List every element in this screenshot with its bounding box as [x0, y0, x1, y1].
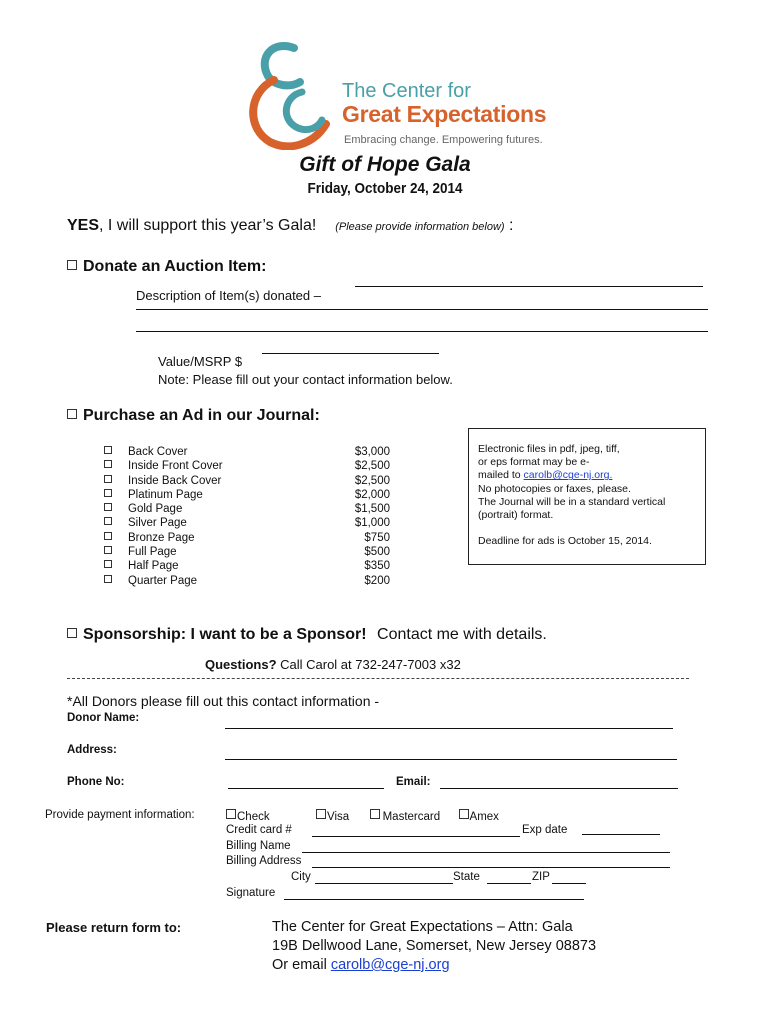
- email-field[interactable]: [440, 788, 678, 789]
- return-address: [272, 918, 596, 975]
- phone-label: Phone No:: [67, 776, 125, 788]
- description-field[interactable]: [355, 286, 703, 287]
- ad-options: [104, 445, 223, 588]
- ad-option: [104, 488, 223, 502]
- sponsorship-section: [67, 626, 547, 644]
- ad-option: [104, 474, 223, 488]
- description-field-2[interactable]: [136, 309, 708, 310]
- return-line2: 19B Dellwood Lane, Somerset, New Jersey 08873: [272, 938, 597, 954]
- billing-name-field[interactable]: [302, 852, 670, 853]
- address-field[interactable]: [225, 759, 677, 760]
- value-label: Value/MSRP $: [158, 354, 243, 369]
- ad-option-label: Back Cover: [128, 446, 188, 458]
- ad-heading: Purchase an Ad in our Journal:: [83, 407, 320, 424]
- amex-checkbox[interactable]: [459, 809, 469, 819]
- ad-option: [104, 445, 223, 459]
- ad-option-price: $500: [364, 546, 390, 559]
- ad-option-price: $2,500: [354, 460, 390, 473]
- event-title: Gift of Hope Gala: [299, 153, 471, 176]
- billing-address-label: Billing Address: [226, 855, 302, 867]
- ad-option-price: $750: [364, 531, 390, 544]
- logo-tagline: Embracing change. Empowering futures.: [344, 134, 543, 146]
- ad-option: [104, 545, 223, 559]
- zip-field[interactable]: [552, 883, 586, 884]
- ad-option-price: $3,000: [354, 446, 390, 458]
- ad-option-label: Inside Front Cover: [128, 460, 223, 473]
- payment-options: [226, 809, 499, 823]
- ad-info-box: [468, 428, 706, 565]
- sponsorship-heading: Sponsorship: I want to be a Sponsor!: [83, 626, 367, 643]
- logo-teal-c2: [286, 92, 322, 130]
- yes-label: YES: [67, 217, 100, 234]
- exp-date-field[interactable]: [582, 834, 660, 835]
- ad-option-checkbox[interactable]: [104, 489, 112, 497]
- ad-option-label: Quarter Page: [128, 574, 198, 587]
- info-line: or eps format may be e-: [478, 456, 590, 469]
- return-line3: [272, 956, 596, 975]
- ad-option-checkbox[interactable]: [104, 475, 112, 483]
- ad-option: [104, 516, 223, 530]
- ad-option-price: $2,000: [354, 488, 390, 501]
- ad-section: [67, 407, 320, 425]
- mastercard-checkbox[interactable]: [370, 809, 380, 819]
- logo-line2: Great Expectations: [342, 101, 547, 127]
- zip-label: ZIP: [532, 871, 550, 883]
- city-field[interactable]: [315, 883, 453, 884]
- auction-checkbox[interactable]: [67, 260, 77, 270]
- amex-label: Amex: [469, 811, 499, 823]
- state-label: State: [453, 871, 480, 883]
- ad-option-label: Gold Page: [128, 503, 183, 516]
- state-field[interactable]: [487, 883, 531, 884]
- ad-option-checkbox[interactable]: [104, 460, 112, 468]
- value-field[interactable]: [262, 353, 439, 354]
- donor-name-field[interactable]: [225, 728, 673, 729]
- ad-option-label: Silver Page: [128, 517, 187, 530]
- ad-deadline: Deadline for ads is October 15, 2014.: [478, 535, 652, 548]
- ad-option-checkbox[interactable]: [104, 532, 112, 540]
- phone-field[interactable]: [228, 788, 384, 789]
- credit-card-label: Credit card #: [226, 824, 292, 836]
- signature-field[interactable]: [284, 899, 584, 900]
- email-label: Email:: [396, 776, 431, 788]
- ad-option-checkbox[interactable]: [104, 560, 112, 568]
- description-field-3[interactable]: [136, 331, 708, 332]
- info-line: No photocopies or faxes, please.: [478, 482, 631, 495]
- ad-prices: [330, 445, 390, 588]
- contact-intro: *All Donors please fill out this contact information -: [67, 693, 380, 709]
- ad-option: [104, 574, 223, 588]
- mastercard-label: Mastercard: [382, 811, 441, 823]
- logo-line1: The Center for: [342, 80, 471, 102]
- auction-heading: Donate an Auction Item:: [83, 258, 267, 275]
- ad-option-price: $1,000: [354, 517, 390, 530]
- ad-option-checkbox[interactable]: [104, 446, 112, 454]
- check-label: Check: [237, 811, 270, 823]
- ad-option-price: $200: [364, 574, 390, 587]
- sponsorship-contact: Contact me with details.: [377, 626, 547, 643]
- visa-checkbox[interactable]: [316, 809, 326, 819]
- ad-option: [104, 502, 223, 516]
- ad-option: [104, 559, 223, 573]
- ad-option-label: Platinum Page: [128, 488, 203, 501]
- info-line: Electronic files in pdf, jpeg, tiff,: [478, 443, 620, 455]
- payment-label: Provide payment information:: [45, 809, 195, 821]
- ad-option-checkbox[interactable]: [104, 575, 112, 583]
- ad-option: [104, 531, 223, 545]
- return-email-link[interactable]: carolb@cge-nj.org: [330, 957, 450, 973]
- ad-option-label: Half Page: [128, 560, 179, 573]
- info-line: [478, 469, 697, 482]
- ad-option: [104, 459, 223, 473]
- city-label: City: [291, 871, 311, 883]
- return-label: Please return form to:: [46, 920, 182, 935]
- divider: [67, 678, 689, 679]
- event-date: Friday, October 24, 2014: [307, 180, 463, 197]
- ad-option-label: Full Page: [128, 546, 177, 559]
- credit-card-field[interactable]: [312, 836, 520, 837]
- billing-address-field[interactable]: [312, 867, 670, 868]
- questions-label: Questions?: [205, 657, 277, 672]
- questions-text: Call Carol at 732-247-7003 x32: [276, 657, 461, 672]
- ad-option-price: $1,500: [354, 503, 390, 516]
- ad-option-checkbox[interactable]: [104, 517, 112, 525]
- support-note: (Please provide information below): [335, 221, 505, 233]
- support-colon: :: [509, 217, 514, 234]
- return-line1: The Center for Great Expectations – Attn: Gala: [272, 919, 573, 935]
- visa-label: Visa: [327, 811, 350, 823]
- ad-option-checkbox[interactable]: [104, 546, 112, 554]
- auction-note: Note: Please fill out your contact information below.: [158, 372, 453, 387]
- check-checkbox[interactable]: [226, 809, 236, 819]
- billing-name-label: Billing Name: [226, 840, 291, 852]
- support-line: [67, 217, 513, 235]
- info-line: (portrait) format.: [478, 509, 554, 522]
- return-email-prefix: Or email: [272, 957, 331, 973]
- exp-date-label: Exp date: [522, 824, 568, 836]
- info-text: mailed to: [478, 469, 524, 482]
- info-line: The Journal will be in a standard vertical: [478, 495, 666, 508]
- donor-name-label: Donor Name:: [67, 712, 140, 724]
- signature-label: Signature: [226, 887, 276, 899]
- ad-option-price: $2,500: [354, 474, 390, 487]
- ad-option-price: $350: [364, 560, 390, 573]
- ad-option-checkbox[interactable]: [104, 503, 112, 511]
- address-label: Address:: [67, 744, 117, 756]
- ad-option-label: Inside Back Cover: [128, 474, 222, 487]
- questions-line: [205, 657, 461, 672]
- info-email-link[interactable]: carolb@cge-nj.org.: [523, 469, 613, 482]
- auction-section: [67, 258, 266, 276]
- ad-checkbox[interactable]: [67, 409, 77, 419]
- support-text: , I will support this year’s Gala!: [99, 217, 317, 234]
- ad-option-label: Bronze Page: [128, 531, 195, 544]
- sponsorship-checkbox[interactable]: [67, 628, 77, 638]
- description-label: Description of Item(s) donated –: [136, 288, 321, 303]
